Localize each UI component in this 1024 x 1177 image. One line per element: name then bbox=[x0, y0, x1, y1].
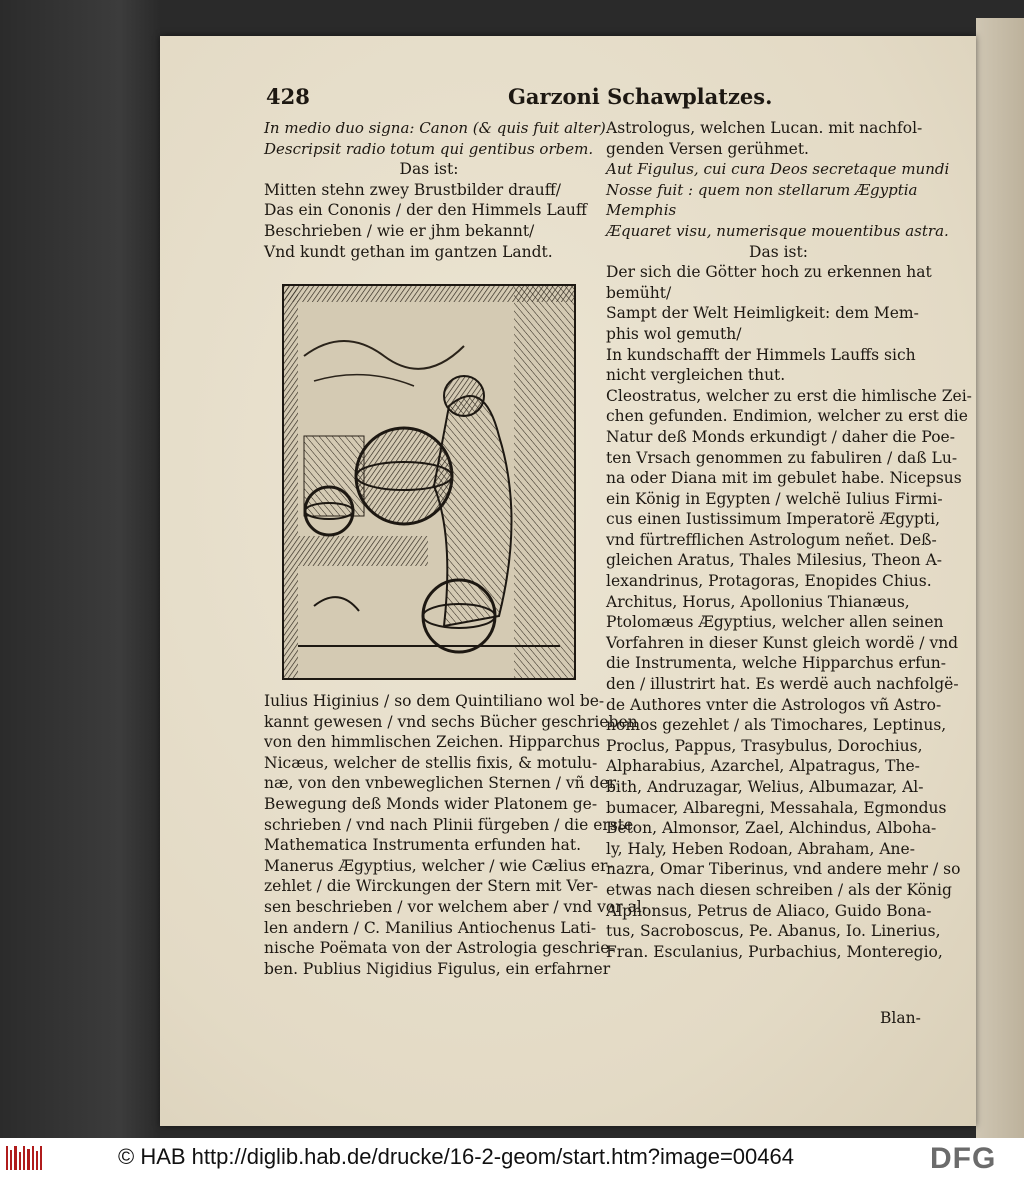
left-top-text-line: Mitten stehn zwey Brustbilder drauff/ bbox=[264, 180, 561, 199]
right-column bbox=[606, 118, 972, 962]
barcode-icon bbox=[6, 1146, 42, 1170]
left-bottom-text-line: zehlet / die Wirckungen der Stern mit Ver- bbox=[264, 877, 598, 896]
running-title: Garzoni Schawplatzes. bbox=[508, 84, 773, 109]
book-page bbox=[160, 36, 976, 1126]
right-text-line: die Instrumenta, welche Hipparchus erfun- bbox=[606, 654, 947, 673]
left-column-bottom bbox=[264, 691, 647, 979]
right-text-line: genden Versen gerühmet. bbox=[606, 139, 809, 158]
right-text-line: phis wol gemuth/ bbox=[606, 324, 742, 343]
right-text-line: nomos gezehlet / als Timochares, Leptinus, bbox=[606, 716, 947, 735]
left-top-text-line: Das ein Cononis / der den Himmels Lauff bbox=[264, 201, 587, 220]
left-bottom-text-line: len andern / C. Manilius Antiochenus Lati- bbox=[264, 918, 597, 937]
left-bottom-text-line: nische Poëmata von der Astrologia geschrie- bbox=[264, 939, 615, 958]
right-text-line: In kundschafft der Himmels Lauffs sich bbox=[606, 345, 916, 364]
next-page-edge bbox=[976, 18, 1024, 1138]
source-link[interactable]: © HAB http://diglib.hab.de/drucke/16-2-geom/start.htm?image=00464 bbox=[118, 1144, 794, 1169]
right-text-line: Astrologus, welchen Lucan. mit nachfol- bbox=[606, 119, 923, 137]
right-text-line: Beton, Almonsor, Zael, Alchindus, Alboha- bbox=[606, 819, 937, 838]
right-text-line: Architus, Horus, Apollonius Thianæus, bbox=[606, 592, 910, 611]
right-text-line: vnd fürtrefflichen Astrologum neñet. Deß- bbox=[606, 530, 937, 549]
page-number: 428 bbox=[266, 84, 310, 109]
right-text-line: de Authores vnter die Astrologos vñ Astro- bbox=[606, 695, 942, 714]
right-text-line: Ptolomæus Ægyptius, welcher allen seinen bbox=[606, 613, 944, 632]
right-text-line: ein König in Egypten / welchë Iulius Firmi- bbox=[606, 489, 943, 508]
right-text-line: Sampt der Welt Heimligkeit: dem Mem- bbox=[606, 304, 919, 323]
right-text-line: etwas nach diesen schreiben / als der König bbox=[606, 880, 952, 899]
left-bottom-text-line: næ, von den vnbeweglichen Sternen / vñ der bbox=[264, 774, 617, 793]
left-bottom-text-line: Iulius Higinius / so dem Quintiliano wol be- bbox=[264, 692, 605, 710]
left-top-text-line: Descripsit radio totum qui gentibus orbem. bbox=[264, 139, 594, 158]
right-text-line: ten Vrsach genommen zu fabuliren / daß Lu- bbox=[606, 448, 958, 467]
dfg-logo: DFG bbox=[930, 1142, 997, 1175]
right-text-line: gleichen Aratus, Thales Milesius, Theon A- bbox=[606, 551, 943, 570]
left-bottom-text-line: schrieben / vnd nach Plinii fürgeben / die erste bbox=[264, 815, 634, 834]
right-text-line: Nosse fuit : quem non stellarum Ægyptia bbox=[606, 180, 918, 199]
left-top-text-line: In medio duo signa: Canon (& quis fuit alter) bbox=[264, 119, 606, 137]
left-column-top bbox=[264, 118, 606, 262]
right-text-line: ly, Haly, Heben Rodoan, Abraham, Ane- bbox=[606, 839, 915, 858]
right-text-line: Proclus, Pappus, Trasybulus, Dorochius, bbox=[606, 736, 923, 755]
footer-bar bbox=[0, 1138, 1024, 1177]
right-text-line: bith, Andruzagar, Welius, Albumazar, Al- bbox=[606, 778, 924, 796]
left-bottom-text-line: sen beschrieben / vor welchem aber / vnd vor al- bbox=[264, 897, 647, 916]
right-text-line: Memphis bbox=[606, 201, 677, 220]
right-text-line: Das ist: bbox=[749, 242, 808, 261]
left-bottom-text-line: Nicæus, welcher de stellis fixis, & motulu- bbox=[264, 753, 598, 772]
left-bottom-text-line: Mathematica Instrumenta erfunden hat. bbox=[264, 836, 582, 855]
woodcut-illustration bbox=[282, 284, 576, 680]
right-text-line: Alphonsus, Petrus de Aliaco, Guido Bona- bbox=[606, 901, 932, 920]
right-text-line: bumacer, Albaregni, Messahala, Egmondus bbox=[606, 798, 947, 817]
right-text-line: Æquaret visu, numerisque mouentibus astra. bbox=[606, 221, 949, 240]
left-top-text-line: Das ist: bbox=[399, 160, 459, 179]
catchword: Blan- bbox=[880, 1009, 921, 1027]
left-bottom-text-line: von den himmlischen Zeichen. Hipparchus bbox=[264, 733, 601, 752]
left-bottom-text-line: kannt gewesen / vnd sechs Bücher geschrieben bbox=[264, 712, 638, 731]
right-text-line: nazra, Omar Tiberinus, vnd andere mehr / so bbox=[606, 860, 961, 879]
right-text-line: den / illustrirt hat. Es werdë auch nachfolgë- bbox=[606, 675, 959, 694]
astronomer-woodcut-icon bbox=[284, 286, 574, 678]
left-bottom-text-line: Bewegung deß Monds wider Platonem ge- bbox=[264, 794, 598, 813]
right-text-line: chen gefunden. Endimion, welcher zu erst die bbox=[606, 407, 968, 426]
right-text-line: nicht vergleichen thut. bbox=[606, 366, 786, 385]
right-text-line: Cleostratus, welcher zu erst die himlische Zei- bbox=[606, 386, 972, 405]
right-text-line: Fran. Esculanius, Purbachius, Monteregio, bbox=[606, 942, 943, 961]
right-text-line: Vorfahren in dieser Kunst gleich wordë / vnd bbox=[606, 633, 959, 652]
right-text-line: Aut Figulus, cui cura Deos secretaque mundi bbox=[606, 160, 950, 179]
right-text-line: Der sich die Götter hoch zu erkennen hat bbox=[606, 263, 932, 282]
right-text-line: Natur deß Monds erkundigt / daher die Poe- bbox=[606, 427, 955, 446]
right-text-line: cus einen Iustissimum Imperatorë Ægypti, bbox=[606, 510, 941, 529]
right-text-line: lexandrinus, Protagoras, Enopides Chius. bbox=[606, 572, 932, 591]
left-bottom-text-line: Manerus Ægyptius, welcher / wie Cælius er- bbox=[264, 856, 613, 875]
right-text-line: Alpharabius, Azarchel, Alpatragus, The- bbox=[606, 757, 920, 776]
left-bottom-text-line: ben. Publius Nigidius Figulus, ein erfahrner bbox=[264, 959, 611, 978]
right-text-line: bemüht/ bbox=[606, 283, 672, 302]
left-top-text-line: Vnd kundt gethan im gantzen Landt. bbox=[264, 242, 553, 261]
left-top-text-line: Beschrieben / wie er jhm bekannt/ bbox=[264, 221, 535, 240]
right-text-line: tus, Sacroboscus, Pe. Abanus, Io. Linerius, bbox=[606, 922, 941, 941]
right-text-line: na oder Diana mit im gebulet habe. Nicepsus bbox=[606, 469, 962, 488]
